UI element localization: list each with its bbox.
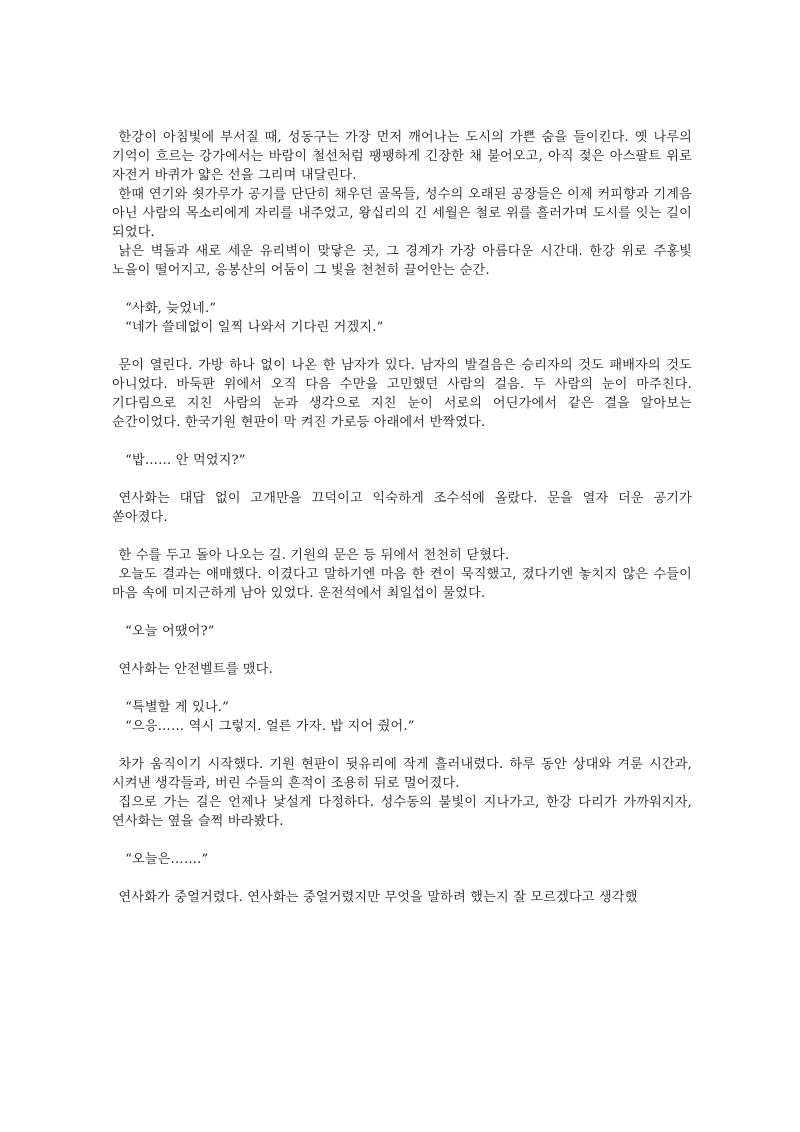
paragraph-gap <box>112 869 692 888</box>
paragraph-seongsu-factories: 한때 연기와 쇳가루가 공기를 단단히 채우던 골목들, 성수의 오래된 공장들은 이제 커피향과 기계음 아닌 사람의 목소리에게 자리를 내주었고, 왕십리의 긴 세월은 철로 위를 흘러가며 도시를 잇는 길이 되었다. <box>112 187 692 240</box>
dialogue-line: “오늘 어땠어?” <box>125 624 215 639</box>
paragraph-gap <box>112 470 692 489</box>
paragraph-gap <box>112 679 692 698</box>
paragraph-way-out: 한 수를 두고 돌아 나오는 길. 기원의 문은 등 뒤에서 천천히 닫혔다. <box>118 548 510 563</box>
document-page <box>112 128 692 907</box>
dialogue-line: “특별할 게 있나.” <box>125 700 230 715</box>
dialogue-line: “오늘은…….” <box>125 852 209 867</box>
paragraph-sunset: 낡은 벽돌과 새로 세운 유리벽이 맞닿은 곳, 그 경계가 가장 아름다운 시간대. 한강 위로 주홍빛 노을이 떨어지고, 응봉산의 어둠이 그 빛을 천천히 끌어안는 순간. <box>112 244 692 278</box>
dialogue-line: “사화, 늦었네.” <box>125 301 217 316</box>
paragraph-gap <box>112 432 692 451</box>
paragraph-hangang-morning: 한강이 아침빛에 부서질 때, 성동구는 가장 먼저 깨어나는 도시의 가쁜 숨을 들이킨다. 옛 나루의 기억이 흐르는 강가에서는 바람이 철선처럼 팽팽하게 긴장한 채 불어오고, 아직 젖은 아스팔트 위로 자전거 바퀴가 얇은 선을 그리며 내달린다. <box>112 130 692 183</box>
dialogue-line: “으응…… 역시 그렇지. 얼른 가자. 밥 지어 줬어.” <box>125 719 415 734</box>
paragraph-passenger-seat: 연사화는 대답 없이 고개만을 끄덕이고 익숙하게 조수석에 올랐다. 문을 열자 더운 공기가 쏟아졌다. <box>112 491 692 525</box>
paragraph-gap <box>112 736 692 755</box>
paragraph-gap <box>112 527 692 546</box>
paragraph-gap <box>112 280 692 299</box>
dialogue-line: “네가 쓸데없이 일찍 나와서 기다린 거겠지.” <box>125 320 384 335</box>
paragraph-door-opens: 문이 열린다. 가방 하나 없이 나온 한 남자가 있다. 남자의 발걸음은 승리자의 것도 패배자의 것도 아니었다. 바둑판 위에서 오직 다음 수만을 고민했던 사람의 걸음. 두 사람의 눈이 마주친다. 기다림으로 지친 사람의 눈과 생각으로 지친 눈이 서로의 어딘가에서 같은 결을 알아보는 순간이었다. 한국기원 현판이 막 켜진 가로등 아래에서 반짝였다. <box>112 358 692 430</box>
paragraph-result: 오늘도 결과는 애매했다. 이겼다고 말하기엔 마음 한 켠이 묵직했고, 졌다기엔 놓치지 않은 수들이 마음 속에 미지근하게 남아 있었다. 운전석에서 최일섭이 물었다. <box>112 567 692 601</box>
paragraph-way-home: 집으로 가는 길은 언제나 낯설게 다정하다. 성수동의 불빛이 지나가고, 한강 다리가 가까워지자, 연사화는 옆을 슬쩍 바라봤다. <box>112 795 692 829</box>
paragraph-gap <box>112 641 692 660</box>
paragraph-gap <box>112 831 692 850</box>
dialogue-line: “밥…… 안 먹었지?” <box>125 453 246 468</box>
paragraph-gap <box>112 337 692 356</box>
paragraph-car-moves: 차가 움직이기 시작했다. 기원 현판이 뒷유리에 작게 흘러내렸다. 하루 동안 상대와 겨룬 시간과, 시켜낸 생각들과, 버린 수들의 흔적이 조용히 뒤로 멀어졌다. <box>112 757 692 791</box>
paragraph-murmur: 연사화가 중얼거렸다. 연사화는 중얼거렸지만 무엇을 말하려 했는지 잘 모르겠다고 생각했 <box>118 890 638 905</box>
paragraph-seatbelt: 연사화는 안전벨트를 맸다. <box>118 662 273 677</box>
paragraph-gap <box>112 603 692 622</box>
